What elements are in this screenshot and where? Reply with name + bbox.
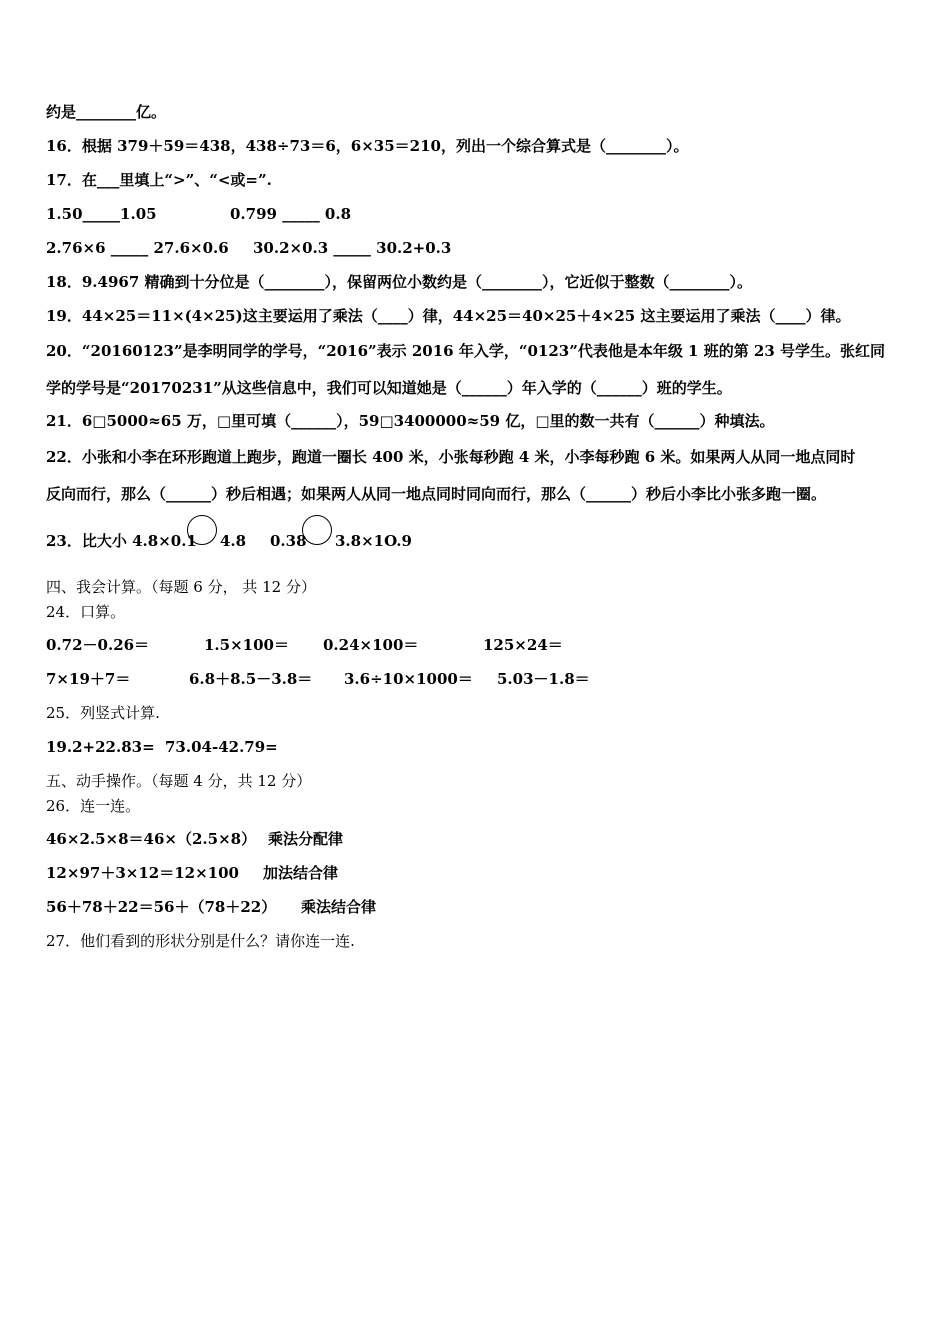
worksheet-page: 约是________亿。 16．根据 379＋59＝438，438÷73＝6，6×35＝210，列出一个综合算式是（________）。 17．在___里填上“>”、“<或=”. 1.50_____1.05 0.799 _____ 0.8 2.76×6 _____ 27.6×0.6 30.2×0.3 _____ 30.2+0.3 18．9.4967 精确到十分位是（________），保留两位小数约是（________），它近似于整数（________）。 19．44×25＝11×(4×25)这主要运用了乘法（____）律，44×25＝40×25＋4×25 这主要运用了乘法（____）律。 20．“20160123”是李明同学的学号，“2016”表示 2016 年入学，“0123”代表他是本年级 1 班的第 23 号学生。张红同 学的学号是“20170231”从这些信息中，我们可以知道她是（______）年入学的（______）班的学生。 21．6□5000≈65 万，□里可填（______），59□3400000≈59 亿，□里的数一共有（______）种填法。 22．小张和小李在环形跑道上跑步，跑道一圈长 400 米，小张每秒跑 4 米，小李每秒跑 6 米。如果两人从同一地点同时 反向而行，那么（______）秒后相遇；如果两人从同一地点同时同向而行，那么（______）秒后小李比小张多跑一圈。 23．比大小 4.8×0.1 4.8 0.38 3.8×1O.9 四、我会计算。（每题 6 分， 共 12 分） 24．口算。 0.72－0.26＝ 1.5×100＝ 0.24×100＝ 125×24＝ 7×19＋7＝ 6.8＋8.5－3.8＝ 3.6÷10×1000＝ 5.03－1.8＝ 25．列竖式计算. 19.2+22.83= 73.04-42.79= 五、动手操作。（每题 4 分，共 12 分） 26．连一连。 46×2.5×8＝46×（2.5×8） 乘法分配律 12×97＋3×12＝12×100 加法结合律 56＋78＋22＝56＋（78＋22） 乘法结合律 27．他们看到的形状分别是什么？请你连一连.	[46, 103, 886, 950]
compare-circle-1[interactable]	[187, 515, 217, 545]
compare-circle-2[interactable]	[302, 515, 332, 545]
